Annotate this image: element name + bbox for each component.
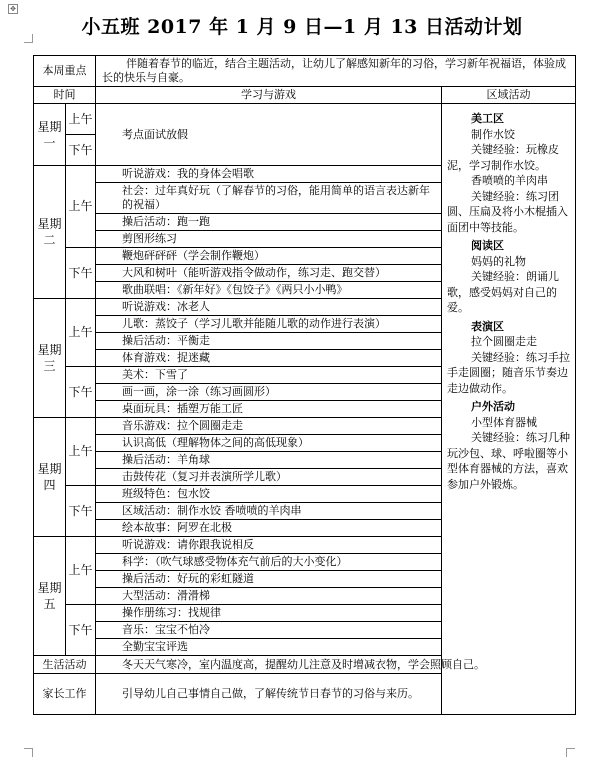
day-label-thursday: 星期四: [34, 418, 66, 537]
activity-item: 操后活动：羊角球: [96, 452, 442, 469]
header-row: [34, 87, 576, 104]
activity-item: 大风和树叶（能听游戏指令做动作，练习走、跑交替）: [96, 265, 442, 282]
day-label-tuesday: 星期二: [34, 166, 66, 299]
area-section-title: 阅读区: [471, 239, 504, 252]
activity-item: 听说游戏：冰老人: [96, 299, 442, 316]
half-label-pm: 下午: [66, 367, 96, 418]
half-label-am: 上午: [66, 299, 96, 367]
half-label-pm: 下午: [66, 486, 96, 537]
margin-corner-mark: [566, 748, 575, 757]
area-section-title: 户外活动: [471, 400, 515, 413]
parents-label: 家长工作: [34, 674, 96, 715]
activity-item: 区域活动：制作水饺 香喷喷的羊肉串: [96, 503, 442, 520]
area-key-point: 关键经验：朗诵儿歌，感受妈妈对自己的爱。: [447, 270, 559, 314]
half-label-am: 上午: [66, 166, 96, 248]
activity-item: 大型活动：滑滑梯: [96, 588, 442, 605]
half-label-am: 上午: [66, 537, 96, 605]
half-label-am: 上午: [66, 104, 96, 135]
area-item: 妈妈的礼物: [471, 254, 526, 268]
parents-row: [34, 674, 576, 715]
area-item: 小型体育器械: [471, 415, 537, 429]
activity-item: 科学：（吹气球感受物体充气前后的大小变化）: [96, 554, 442, 571]
activity-item: 歌曲联唱：《新年好》《包饺子》《两只小小鸭》: [96, 282, 442, 299]
area-section-title: 美工区: [471, 112, 504, 125]
activity-item: 社会：过年真好玩（了解春节的习俗，能用简单的语言表达新年的祝福）: [96, 183, 442, 214]
area-key-point: 关键经验：练习团圆、压扁及将小木棍插入面团中等技能。: [447, 189, 568, 234]
focus-text: 伴随着春节的临近，结合主题活动，让幼儿了解感知新年的习俗，学习新年祝福语，体验成长的快乐与自豪。: [102, 57, 566, 84]
table-anchor-icon[interactable]: ✥: [8, 4, 18, 14]
parents-text: 引导幼儿自己事情自己做，了解传统节日春节的习俗与来历。: [96, 674, 576, 715]
activity-item: 画一画，涂一涂（练习画圆形）: [96, 384, 442, 401]
activity-item: 操后活动：跑一跑: [96, 214, 442, 231]
life-text: 冬天天气寒冷，室内温度高，提醒幼儿注意及时增减衣物，学会照顾自己。: [96, 656, 576, 674]
activity-item: 儿歌：蒸饺子（学习儿歌并能随儿歌的动作进行表演）: [96, 316, 442, 333]
activity-item: 班级特色：包水饺: [96, 486, 442, 503]
half-label-pm: 下午: [66, 248, 96, 299]
activity-item: 绘本故事：阿罗在北极: [96, 520, 442, 537]
area-item: 香喷喷的羊肉串: [471, 174, 548, 187]
area-section-title: 表演区: [471, 319, 504, 333]
day-label-monday: 星期一: [34, 104, 66, 166]
activity-item: 操后活动：平衡走: [96, 333, 442, 350]
area-key-point: 关键经验：练习手拉手走圆圈；随音乐节奏边走边做动作。: [447, 350, 570, 395]
margin-corner-mark: [24, 748, 33, 757]
life-row: [34, 656, 576, 674]
page-title: 小五班 2017 年 1 月 9 日—1 月 13 日活动计划: [81, 16, 523, 38]
activity-item: 美术：下雪了: [96, 367, 442, 384]
activity-item: 操后活动：好玩的彩虹隧道: [96, 571, 442, 588]
header-time: 时间: [34, 87, 96, 104]
activity-item: 鞭炮砰砰砰（学会制作鞭炮）: [96, 248, 442, 265]
monday-merged-text: 考点面试放假: [96, 104, 442, 166]
activity-item: 剪图形练习: [96, 231, 442, 248]
area-key-point: 关键经验：练习几种玩沙包、球、呼啦圈等小型体育器械的方法，喜欢参加户外锻炼。: [447, 431, 570, 491]
activity-item: 桌面玩具：插塑万能工匠: [96, 401, 442, 418]
activity-item: 认识高低（理解物体之间的高低现象）: [96, 435, 442, 452]
activity-plan-table: [33, 55, 576, 715]
half-label-pm: 下午: [66, 135, 96, 166]
activity-item: 操作册练习：找规律: [96, 605, 442, 622]
half-label-pm: 下午: [66, 605, 96, 656]
half-label-am: 上午: [66, 418, 96, 486]
header-area: 区域活动: [442, 87, 576, 104]
day-label-wednesday: 星期三: [34, 299, 66, 418]
activity-item: 音乐游戏：拉个圆圈走走: [96, 418, 442, 435]
area-item: 制作水饺: [471, 127, 515, 141]
header-learning: 学习与游戏: [96, 87, 442, 104]
day-row-monday: [34, 104, 576, 135]
activity-item: 听说游戏：我的身体会唱歌: [96, 166, 442, 183]
focus-label: 本周重点: [34, 56, 96, 87]
activity-item: 体育游戏：捉迷藏: [96, 350, 442, 367]
life-label: 生活活动: [34, 656, 96, 674]
day-label-friday: 星期五: [34, 537, 66, 656]
focus-row: [34, 56, 576, 87]
activity-item: 音乐：宝宝不怕冷: [96, 622, 442, 639]
area-item: 拉个圆圈走走: [471, 335, 537, 348]
area-activities: [442, 104, 576, 715]
activity-item: 击鼓传花（复习并表演所学儿歌）: [96, 469, 442, 486]
activity-item: 全勤宝宝评选: [96, 639, 442, 656]
activity-item: 听说游戏：请你跟我说相反: [96, 537, 442, 554]
area-key-point: 关键经验：玩橡皮泥，学习制作水饺。: [447, 143, 559, 172]
